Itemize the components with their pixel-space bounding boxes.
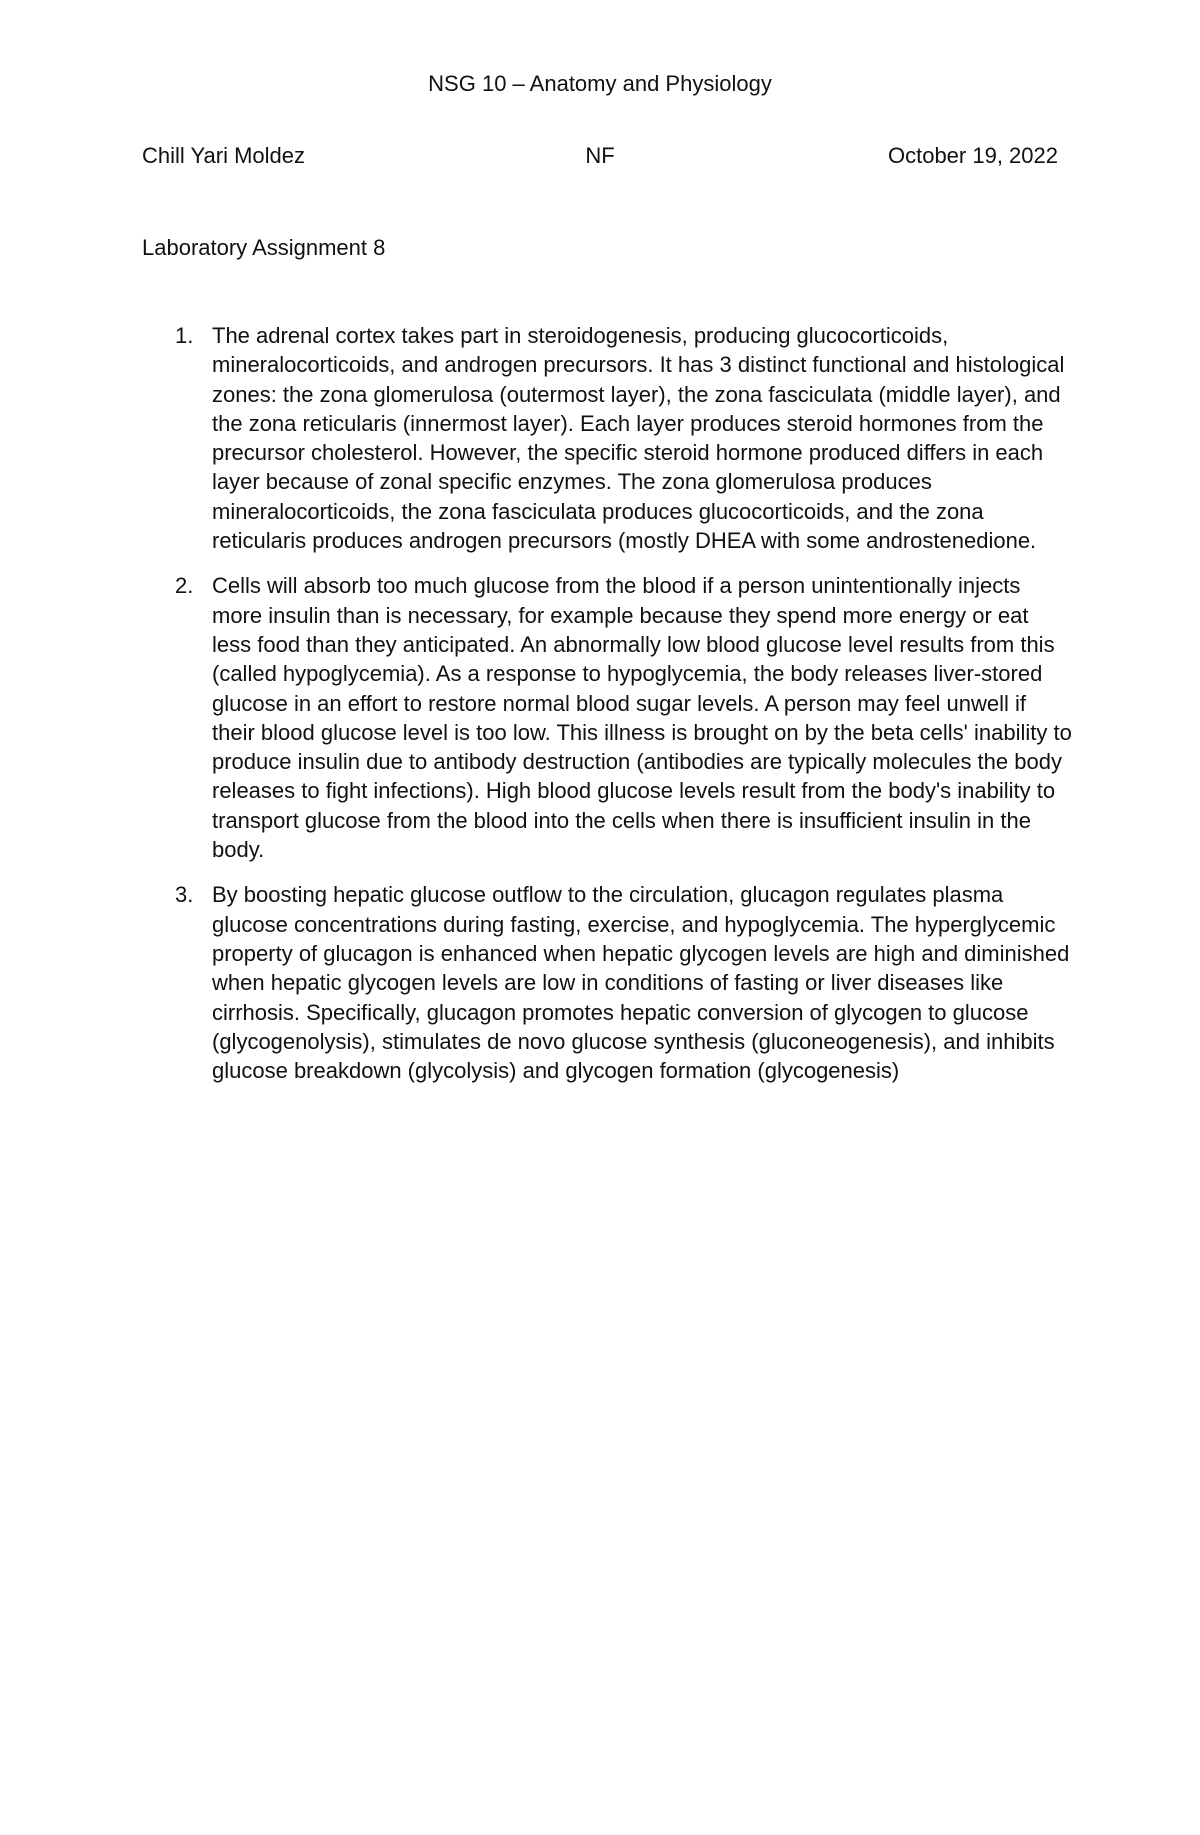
answer-text: Cells will absorb too much glucose from the blood if a person unintentionally injects more insulin than is necessary, for example because they spend more energy or eat less food than they anticipated. An abnormally low blood glucose level results from this (called hypoglycemia). As a response to hypoglycemia, the body releases liver-stored glucose in an effort to restore normal blood sugar levels. A person may feel unwell if their blood glucose level is too low. This illness is brought on by the beta cells' inability to produce insulin due to antibody destruction (antibodies are typically molecules the body releases to fight infections). High blood glucose levels result from the body's inability to transport glucose from the blood into the cells when there is insufficient insulin in the body. bbox=[212, 573, 1072, 863]
answer-text: The adrenal cortex takes part in steroidogenesis, producing glucocorticoids, mineralocorticoids, and androgen precursors. It has 3 distinct functional and histological zones: the zona glomerulosa (outermost layer), the zona fasciculata (middle layer), and the zona reticularis (innermost layer). Each layer produces steroid hormones from the precursor cholesterol. However, the specific steroid hormone produced differs in each layer because of zonal specific enzymes. The zona glomerulosa produces mineralocorticoids, the zona fasciculata produces glucocorticoids, and the zona reticularis produces androgen precursors (mostly DHEA with some androstenedione. bbox=[212, 323, 1065, 554]
course-title: NSG 10 – Anatomy and Physiology bbox=[428, 71, 772, 96]
header-row bbox=[142, 142, 1058, 172]
answer-text: By boosting hepatic glucose outflow to the circulation, glucagon regulates plasma glucose concentrations during fasting, exercise, and hypoglycemia. The hyperglycemic property of glucagon is enhanced when hepatic glycogen levels are high and diminished when hepatic glycogen levels are low in conditions of fasting or liver diseases like cirrhosis. Specifically, glucagon promotes hepatic conversion of glycogen to glucose (glycogenolysis), stimulates de novo glucose synthesis (gluconeogenesis), and inhibits glucose breakdown (glycolysis) and glycogen formation (glycogenesis) bbox=[212, 882, 1070, 1084]
date-label: October 19, 2022 bbox=[887, 143, 1058, 168]
assignment-title: Laboratory Assignment 8 bbox=[142, 235, 386, 260]
answer-number: 2. bbox=[175, 573, 194, 599]
answer-list bbox=[142, 321, 1072, 1101]
answer-item bbox=[142, 880, 1072, 1085]
student-name: Chill Yari Moldez bbox=[142, 143, 306, 168]
answer-number: 1. bbox=[175, 323, 194, 348]
answer-number: 3. bbox=[175, 882, 194, 908]
answer-item bbox=[142, 571, 1072, 864]
answer-item bbox=[142, 321, 1072, 555]
section-label: NF bbox=[585, 143, 615, 168]
